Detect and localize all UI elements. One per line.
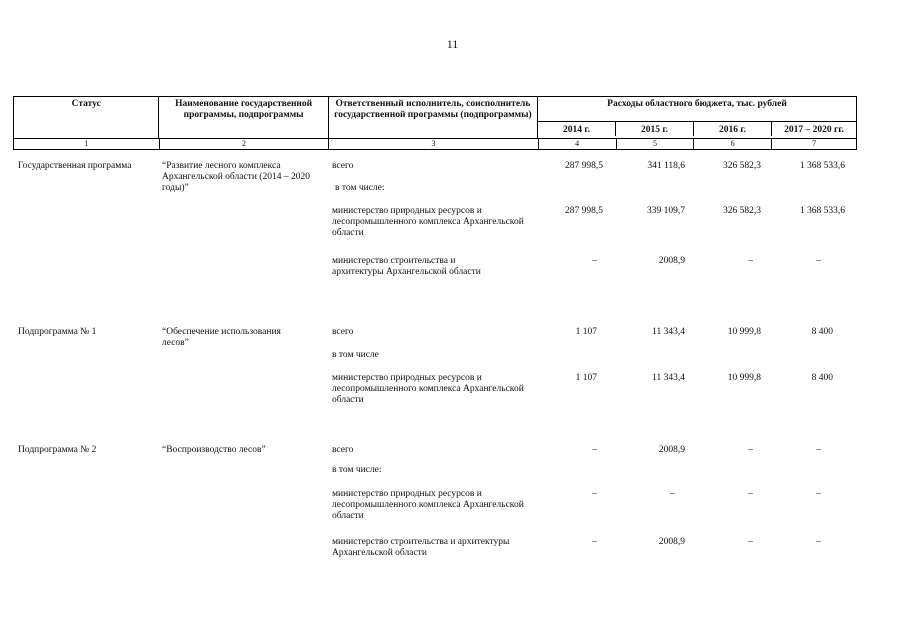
row-label: министерство природных ресурсов и лесопромышленного комплекса Архангельской области (332, 489, 524, 521)
row-label: всего (332, 161, 354, 171)
row-value-2014: 287 998,5 (565, 161, 603, 171)
row-value-2017-2020: – (816, 256, 821, 266)
row-value-2015: 341 118,6 (647, 161, 685, 171)
row-label: в том числе (332, 350, 379, 360)
col-number: 5 (617, 139, 695, 149)
col-number: 6 (694, 139, 772, 149)
row-value-2016: 10 999,8 (727, 327, 761, 337)
page-number: 11 (446, 37, 459, 51)
col-number: 2 (160, 139, 330, 149)
row-value-2017-2020: 1 368 533,6 (799, 206, 845, 216)
section-name: “Обеспечение использования лесов” (162, 327, 281, 348)
row-value-2017-2020: – (816, 445, 821, 455)
header-status: Статус (14, 97, 159, 138)
row-value-2014: 1 107 (575, 373, 597, 383)
section-status: Государственная программа (18, 161, 132, 171)
row-value-2016: 10 999,8 (727, 373, 761, 383)
row-label: министерство природных ресурсов и лесопромышленного комплекса Архангельской области (332, 206, 524, 238)
row-value-2016: – (748, 489, 753, 499)
row-value-2014: 1 107 (575, 327, 597, 337)
section-name: “Воспроизводство лесов” (162, 445, 266, 455)
row-value-2016: 326 582,3 (723, 206, 761, 216)
header-name: Наименование государственной программы, подпрограммы (159, 97, 328, 138)
header-year-2016: 2016 г. (694, 122, 772, 136)
row-value-2017-2020: – (816, 537, 821, 547)
row-value-2016: – (748, 537, 753, 547)
row-value-2014: – (592, 489, 597, 499)
col-number: 3 (329, 139, 539, 149)
header-year-2015: 2015 г. (616, 122, 694, 136)
row-label: министерство строительства и архитектуры Архангельской области (332, 256, 481, 277)
row-value-2015: 339 109,7 (647, 206, 685, 216)
row-value-2014: – (592, 256, 597, 266)
section-name: “Развитие лесного комплекса Архангельской области (2014 – 2020 годы)” (162, 161, 310, 193)
row-value-2017-2020: 1 368 533,6 (799, 161, 845, 171)
header-year-2017-2020: 2017 – 2020 гг. (784, 125, 844, 135)
row-value-2016: – (748, 256, 753, 266)
row-label: министерство строительства и архитектуры Архангельской области (332, 537, 510, 558)
row-label: в том числе: (332, 465, 382, 475)
row-value-2014: – (592, 537, 597, 547)
row-label: министерство природных ресурсов и лесопромышленного комплекса Архангельской области (332, 373, 524, 405)
budget-table-header (13, 96, 857, 150)
row-label: всего (332, 327, 354, 337)
header-executor: Ответственный исполнитель, соисполнитель государственной программы (подпрограммы) (329, 97, 538, 138)
row-label: в том числе: (335, 183, 385, 193)
row-value-2015: 11 343,4 (652, 373, 685, 383)
section-status: Подпрограмма № 1 (18, 327, 97, 337)
row-label: всего (332, 445, 354, 455)
row-value-2014: 287 998,5 (565, 206, 603, 216)
section-status: Подпрограмма № 2 (18, 445, 97, 455)
row-value-2016: 326 582,3 (723, 161, 761, 171)
row-value-2017-2020: – (816, 489, 821, 499)
col-number: 1 (14, 139, 160, 149)
row-value-2015: 2008,9 (658, 445, 685, 455)
row-value-2016: – (748, 445, 753, 455)
header-year-2014: 2014 г. (538, 122, 616, 136)
col-number: 7 (812, 139, 817, 148)
header-budget: Расходы областного бюджета, тыс. рублей (538, 97, 856, 122)
col-number: 4 (539, 139, 617, 149)
row-value-2015: 11 343,4 (652, 327, 685, 337)
row-value-2017-2020: 8 400 (811, 373, 833, 383)
row-value-2015: 2008,9 (658, 256, 685, 266)
row-value-2017-2020: 8 400 (811, 327, 833, 337)
row-value-2014: – (592, 445, 597, 455)
row-value-2015: 2008,9 (658, 537, 685, 547)
row-value-2015: – (670, 489, 675, 499)
